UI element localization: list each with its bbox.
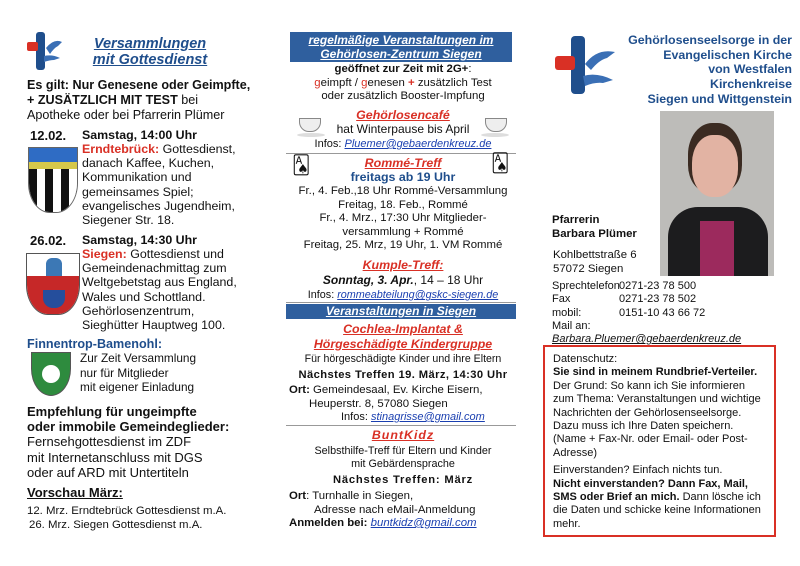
- ci-email-link[interactable]: stinagrisse@gmail.com: [370, 411, 485, 423]
- buntkidz-email-link[interactable]: buntkidz@gmail.com: [370, 517, 477, 529]
- event-line: Gehörlosenzentrum,: [82, 303, 195, 318]
- title-line: von Westfalen: [708, 62, 792, 77]
- location-line: Gemeindesaal, Ev. Kirche Eisern,: [309, 384, 483, 396]
- preview-title: Vorschau März:: [27, 485, 123, 500]
- cafe-infos: [283, 138, 523, 150]
- letter-g: g: [314, 76, 321, 89]
- fax-number: 0271-23 78 502: [619, 293, 697, 306]
- covid-rules: [27, 78, 267, 123]
- title-line: Evangelischen Kirche: [663, 47, 792, 62]
- location-label: Ort:: [289, 384, 310, 396]
- infos-label: Infos:: [307, 289, 338, 301]
- location-line: : Turnhalle in Siegen,: [306, 490, 414, 502]
- recommendation-title: Empfehlung für ungeimpfte: [27, 404, 197, 419]
- finnentrop-title: Finnentrop-Bamenohl:: [27, 337, 163, 351]
- romme-line: Freitag, 18. Feb., Rommé: [338, 198, 468, 211]
- contact-label: mobil:: [552, 306, 582, 319]
- playing-cards-icon: 🂡: [292, 155, 311, 175]
- divider: [286, 425, 516, 426]
- pastor-name: [552, 214, 637, 241]
- event-line: Gemeindenachmittag zum: [82, 261, 227, 276]
- siegen-crest-icon: [26, 253, 80, 315]
- buntkidz-next-meeting: Nächstes Treffen: März: [332, 474, 474, 486]
- romme-line: Fr., 4. Feb.,18 Uhr Rommé-Versammlung: [298, 185, 508, 197]
- title-line: Kirchenkreise: [710, 77, 792, 92]
- kumple-infos: [283, 289, 523, 301]
- ci-infos: [341, 411, 485, 423]
- event-date: 26.02.: [30, 233, 67, 248]
- preview-item: 26. Mrz. Siegen Gottesdienst m.A.: [29, 518, 203, 531]
- title-line: Siegen und Wittgenstein: [647, 91, 792, 106]
- rules-emphasis: + ZUSÄTZLICH MIT TEST: [27, 93, 178, 107]
- event-line: gemeinsames Spiel;: [82, 184, 194, 199]
- gebaerdenkreuz-logo-icon: [26, 30, 66, 72]
- access-line: oder zusätzlich Booster-Impfung: [321, 90, 485, 102]
- mail-label: Mail an:: [552, 319, 591, 332]
- address: [553, 249, 637, 276]
- ci-subtitle: Für hörgeschädigte Kinder und ihre Eltern: [304, 353, 502, 365]
- access-text: enesen: [367, 76, 409, 89]
- romme-line: versammlung + Rommé: [342, 225, 464, 238]
- finnentrop-crest-icon: [31, 352, 71, 396]
- preview-item: 12. Mrz. Erndtebrück Gottesdienst m.A.: [27, 505, 227, 517]
- kumple-time: , 14 – 18 Uhr: [413, 273, 484, 287]
- address-city: 57072 Siegen: [553, 262, 624, 275]
- event-line: Gottesdienst,: [162, 142, 236, 156]
- divider: [286, 302, 516, 303]
- column-regular-events: [283, 0, 523, 566]
- romme-schedule: [283, 185, 523, 253]
- privacy-emphasis: Nicht einverstanden? Dann Fax, Mail, SMS oder Brief an mich.: [553, 477, 748, 504]
- event-details: [82, 142, 268, 227]
- buntkidz-subtitle: [283, 445, 523, 471]
- letter-g: g: [361, 76, 368, 89]
- colon: :: [468, 63, 472, 75]
- infos-label: Infos:: [341, 411, 371, 423]
- title-line: Versammlungen: [93, 36, 207, 52]
- buntkidz-signup: [289, 517, 477, 529]
- kumple-title: Kumple-Treff:: [362, 258, 444, 272]
- divider: [286, 153, 516, 154]
- pastor-role: Pfarrerin: [552, 214, 600, 226]
- privacy-title: Datenschutz:: [553, 353, 618, 365]
- preview-list: [27, 505, 226, 533]
- ci-title-line: Cochlea-Implantat &: [343, 322, 463, 336]
- privacy-text: Der Grund: So kann ich Sie informieren zum Thema: Veranstaltungen und wichtige Nachrichten der Gehörlosenseelsorge. Dazu muss ich Ihre Daten speichern. (Name + Fax-Nr. oder Email- oder Post-Adresse): [553, 379, 761, 459]
- contact-list: [552, 280, 792, 346]
- column-contact: [540, 0, 800, 566]
- playing-cards-icon: 🂡: [491, 153, 510, 173]
- event-time: Samstag, 14:00 Uhr: [82, 128, 198, 142]
- cafe-text: hat Winterpause bis April: [336, 122, 470, 136]
- header-events-siegen: Veranstaltungen in Siegen: [286, 304, 516, 319]
- pastor-fullname: Barbara Plümer: [552, 227, 637, 240]
- romme-subtitle: freitags ab 19 Uhr: [350, 170, 456, 184]
- recommendation-title: oder immobile Gemeindeglieder:: [27, 419, 230, 435]
- contact-label: Sprechtelefon: [552, 280, 620, 292]
- romme-title: Rommé-Treff: [364, 156, 442, 170]
- finnentrop-line: Zur Zeit Versammlung: [80, 351, 197, 365]
- access-text: zusätzlich Test: [414, 76, 492, 89]
- erndtebrueck-crest-icon: [28, 147, 78, 213]
- finnentrop-line: nur für Mitglieder: [80, 365, 169, 380]
- header-line: regelmäßige Veranstaltungen im: [308, 33, 494, 47]
- column-gatherings: [0, 0, 270, 566]
- event-line: danach Kaffee, Kuchen,: [82, 156, 215, 171]
- access-title: geöffnet zur Zeit mit 2G+: [334, 63, 469, 75]
- event-place: Erndtebrück:: [82, 142, 160, 156]
- kumple-email-link[interactable]: rommeabteilung@gskc-siegen.de: [337, 289, 499, 301]
- ci-next-meeting: Nächstes Treffen 19. März, 14:30 Uhr: [298, 369, 508, 381]
- rules-line: bei: [177, 93, 199, 107]
- buntkidz-location: [289, 490, 519, 517]
- event-line: evangelisches Jugendheim,: [82, 198, 235, 213]
- pastor-photo: [660, 111, 774, 276]
- access-rules: [283, 63, 523, 104]
- recommendation-line: mit Internetanschluss mit DGS: [27, 449, 203, 465]
- event-details: [82, 247, 268, 332]
- rules-line: Apotheke oder bei Pfarrerin Plümer: [27, 108, 225, 122]
- privacy-text: Einverstanden? Einfach nichts tun.: [553, 464, 723, 477]
- buntkidz-sub-line: Selbsthilfe-Treff für Eltern und Kinder: [314, 445, 492, 457]
- mobile-number: 0151-10 43 66 72: [619, 306, 706, 319]
- contact-label: Fax: [552, 293, 571, 306]
- event-line: Siegener Str. 18.: [82, 213, 175, 228]
- ci-location: [289, 384, 519, 411]
- infos-label: Infos:: [314, 138, 345, 150]
- title-line: Gehörlosenseelsorge in der: [628, 33, 792, 47]
- event-date: 12.02.: [30, 128, 67, 143]
- gebaerdenkreuz-logo-icon: [553, 34, 619, 96]
- buntkidz-title: BuntKidz: [371, 428, 435, 442]
- rules-line: Es gilt: Nur Genesene oder Geimpfte,: [27, 78, 251, 92]
- romme-line: Fr., 4. Mrz., 17:30 Uhr Mitglieder-: [319, 212, 487, 224]
- finnentrop-line: mit eigener Einladung: [80, 380, 195, 394]
- plus-sign: +: [408, 76, 415, 89]
- event-line: Wales und Schottland.: [82, 289, 206, 304]
- location-line: Heuperstr. 8, 57080 Siegen: [309, 397, 448, 410]
- header-line: Gehörlosen-Zentrum Siegen: [320, 47, 482, 61]
- event-line: Weltgebetstag aus England,: [82, 275, 237, 290]
- kumple-date: [283, 273, 523, 287]
- ci-title: [283, 322, 523, 351]
- header-regular-events: [290, 32, 512, 62]
- signup-label: Anmelden bei:: [289, 517, 371, 529]
- pastor-email-link[interactable]: Barbara.Pluemer@gebaerdenkreuz.de: [552, 333, 742, 346]
- title-line: mit Gottesdienst: [92, 52, 208, 68]
- privacy-emphasis: Sie sind in meinem Rundbrief-Verteiler.: [553, 366, 758, 379]
- section-title: [88, 36, 212, 68]
- location-line: Adresse nach eMail-Anmeldung: [314, 503, 476, 516]
- privacy-text: Dann lösche ich die Daten und schicke keine Informationen mehr.: [553, 491, 761, 530]
- phone-number: 0271-23 78 500: [619, 280, 697, 292]
- event-place: Siegen:: [82, 247, 127, 261]
- cafe-title: Gehörlosencafé: [356, 108, 450, 122]
- event-time: Samstag, 14:30 Uhr: [82, 233, 198, 247]
- privacy-notice: [543, 345, 776, 537]
- finnentrop-details: [80, 351, 196, 395]
- recommendation-line: Fernsehgottesdienst im ZDF: [27, 434, 192, 450]
- buntkidz-sub-line: mit Gebärdensprache: [351, 458, 455, 470]
- event-line: Gottesdienst und: [130, 247, 224, 261]
- address-street: Kohlbettstraße 6: [553, 249, 637, 261]
- recommendation: [27, 404, 272, 480]
- cafe-email-link[interactable]: Pluemer@gebaerdenkreuz.de: [344, 138, 492, 150]
- ci-title-line: Hörgeschädigte Kindergruppe: [313, 336, 493, 351]
- recommendation-line: oder auf ARD mit Untertiteln: [27, 464, 189, 480]
- kumple-day: Sonntag, 3. Apr.: [322, 273, 414, 287]
- location-label: Ort: [289, 490, 307, 502]
- access-text: eimpft /: [320, 76, 362, 89]
- event-line: Kommunikation und: [82, 170, 192, 185]
- organization-title: [628, 33, 792, 107]
- romme-line: Freitag, 25. Mrz, 19 Uhr, 1. VM Rommé: [303, 239, 503, 251]
- event-line: Sieghütter Hauptweg 100.: [82, 318, 226, 333]
